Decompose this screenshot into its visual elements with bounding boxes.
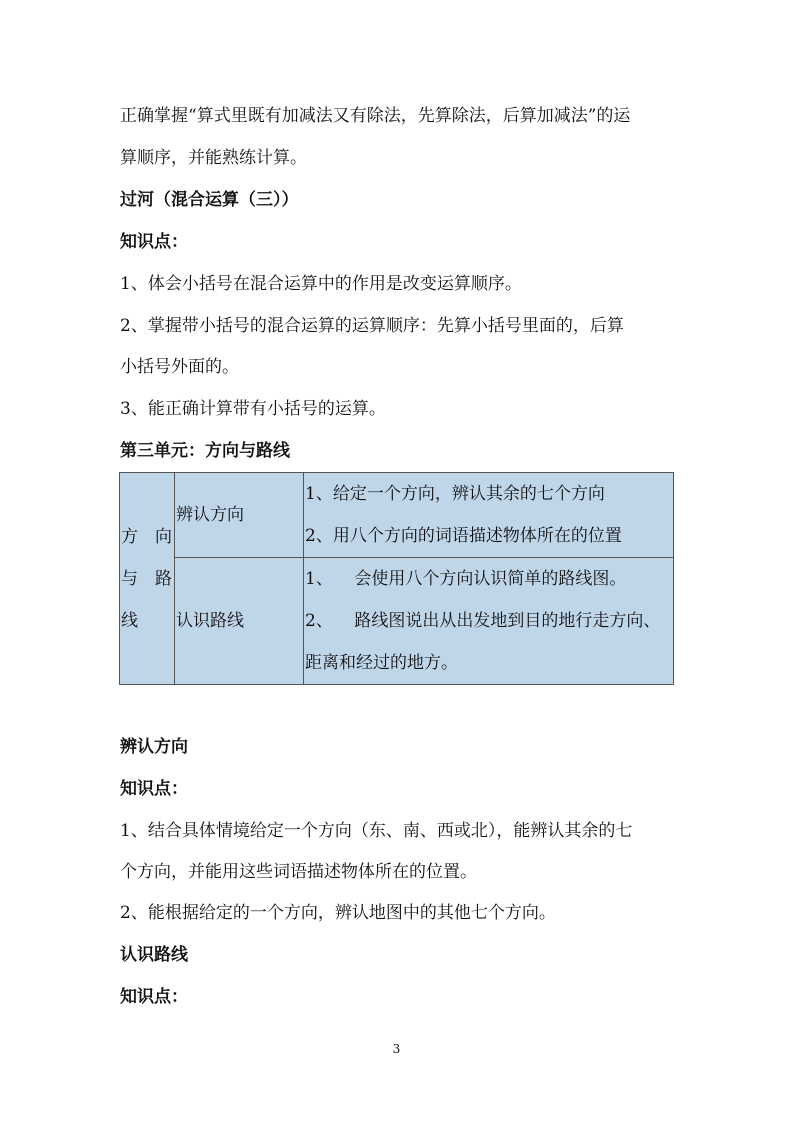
table-point: 1、给定一个方向，辨认其余的七个方向: [305, 484, 605, 504]
topic-cell: [120, 473, 175, 685]
knowledge-item: 2、掌握带小括号的混合运算的运算顺序：先算小括号里面的，后算: [120, 316, 624, 336]
knowledge-item-continued: 小括号外面的。: [120, 357, 239, 377]
knowledge-item-continued: 个方向，并能用这些词语描述物体所在的位置。: [120, 862, 477, 882]
unit-table: [119, 472, 674, 685]
topic-char: 向: [155, 526, 172, 547]
table-row: [120, 558, 674, 685]
lesson-cell: [175, 558, 304, 685]
knowledge-label: 知识点：: [120, 987, 188, 1007]
section-heading-guohe: 过河（混合运算（三））: [120, 190, 299, 210]
page-number: 3: [392, 1042, 401, 1056]
knowledge-label: 知识点：: [120, 232, 188, 252]
points-cell: [304, 558, 674, 685]
table-row: [120, 473, 674, 558]
knowledge-label: 知识点：: [120, 779, 188, 799]
table-point: 2、用八个方向的词语描述物体所在的位置: [305, 526, 622, 546]
table-point: 1、 会使用八个方向认识简单的路线图。: [305, 569, 627, 589]
section-heading-direction: 辨认方向: [120, 737, 188, 757]
topic-char: 方: [121, 526, 138, 547]
paragraph-line: 算顺序，并能熟练计算。: [120, 148, 307, 168]
unit-heading: 第三单元：方向与路线: [120, 441, 290, 461]
topic-char: 路: [155, 568, 172, 589]
lesson-cell: [175, 473, 304, 558]
paragraph-line: 正确掌握“算式里既有加减法又有除法，先算除法，后算加减法”的运: [120, 106, 631, 126]
topic-char: 与: [121, 568, 138, 589]
lesson-title: 辨认方向: [176, 505, 244, 525]
table-point: 2、 路线图说出从出发地到目的地行走方向、: [305, 611, 661, 631]
section-heading-route: 认识路线: [120, 945, 188, 965]
knowledge-item: 1、结合具体情境给定一个方向（东、南、西或北），能辨认其余的七: [120, 821, 633, 841]
knowledge-item: 2、能根据给定的一个方向，辨认地图中的其他七个方向。: [120, 903, 556, 923]
topic-char: 线: [121, 610, 138, 631]
lesson-title: 认识路线: [176, 611, 244, 631]
knowledge-item: 3、能正确计算带有小括号的运算。: [120, 399, 386, 419]
table-point-continued: 距离和经过的地方。: [305, 653, 458, 673]
points-cell: [304, 473, 674, 558]
knowledge-item: 1、体会小括号在混合运算中的作用是改变运算顺序。: [120, 274, 522, 294]
